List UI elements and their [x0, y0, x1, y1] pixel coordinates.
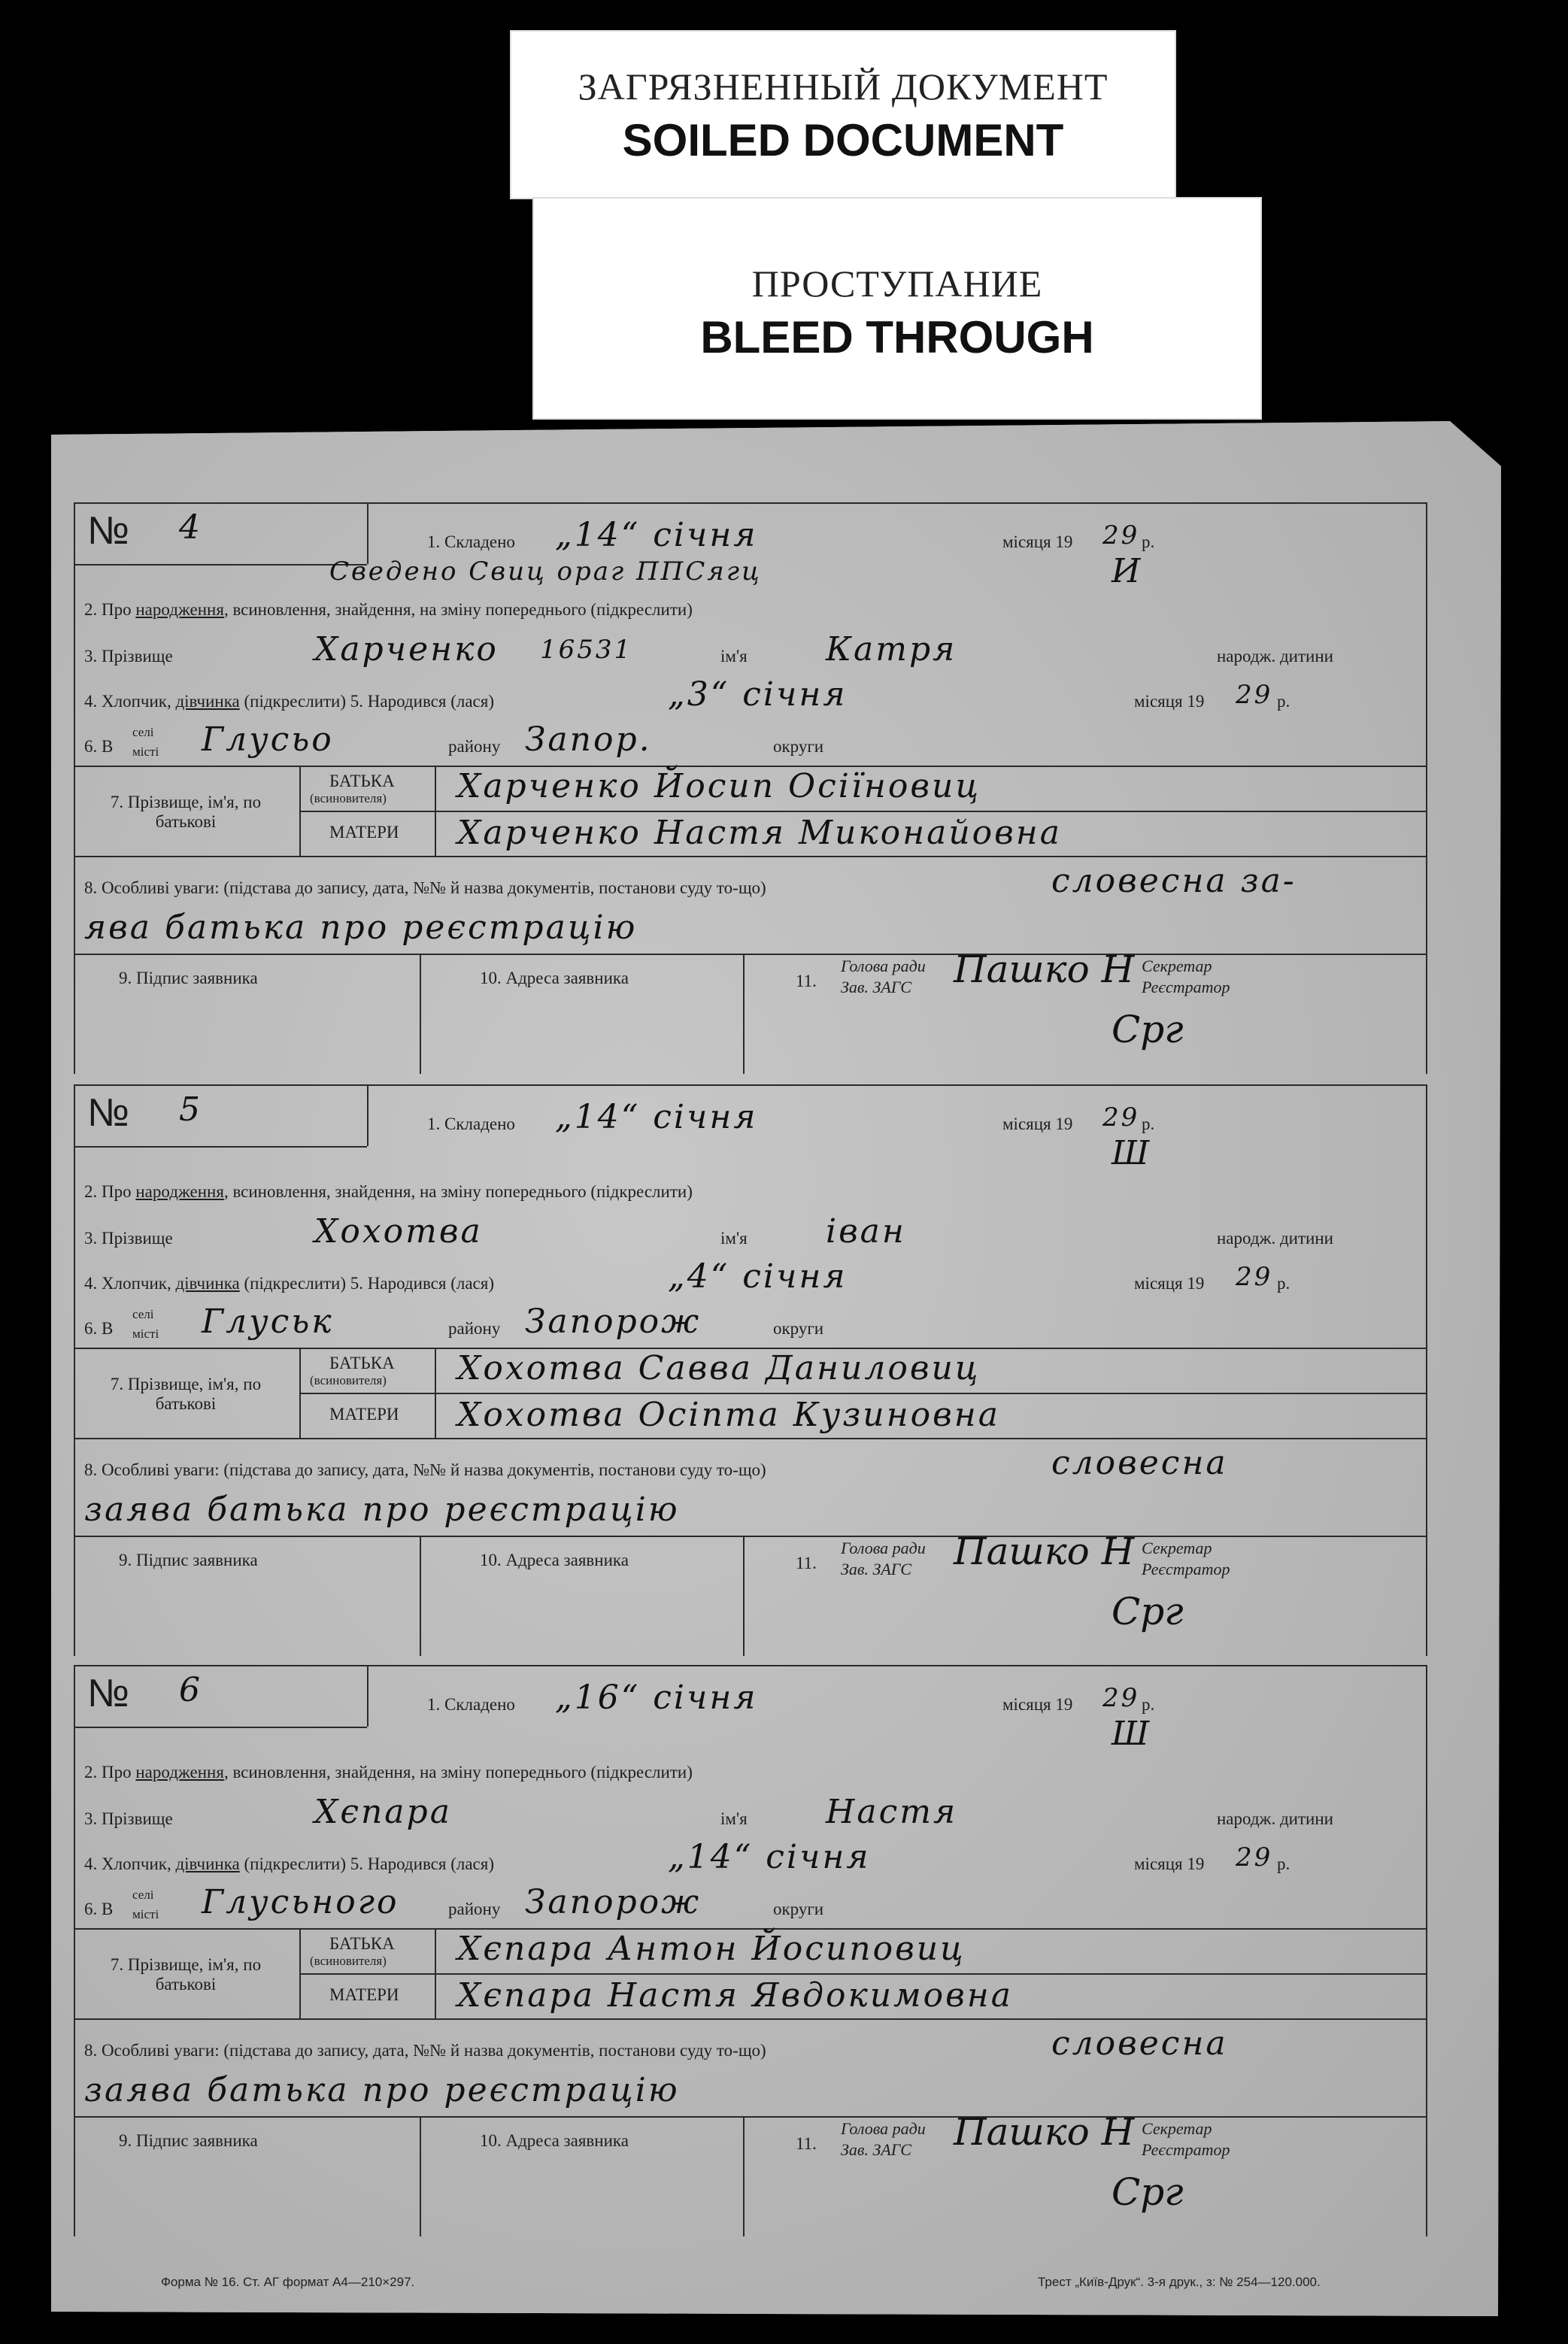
about-rest: , всиновлення, знайдення, на зміну попереднього (підкреслити) [223, 1763, 693, 1782]
zags-label: Зав. ЗАГС [841, 1560, 911, 1578]
born-year: 29 [1236, 1262, 1273, 1292]
born-year-suffix: р. [1277, 692, 1290, 711]
secretary-label: Секретар [1142, 957, 1212, 975]
about-rest: , всиновлення, знайдення, на зміну попереднього (підкреслити) [223, 600, 693, 619]
born-date: „3“ січня [668, 675, 848, 714]
sex-line [84, 1854, 494, 1874]
footer-printer: Трест „Київ-Друк“. 3-я друк., з: № 254—120.000. [1038, 2275, 1321, 2289]
record-number-label: № [87, 1091, 129, 1135]
father-label: БАТЬКА [329, 1934, 395, 1953]
footer-form-number: Форма № 16. Ст. АГ формат А4—210×297. [161, 2275, 415, 2289]
child-born-label: народж. дитини [1217, 647, 1333, 666]
born-month-label: місяця 19 [1134, 692, 1205, 711]
district-label: району [448, 1900, 501, 1918]
notes-value-1: словесна [1051, 2024, 1228, 2063]
name-label: ім'я [720, 647, 748, 666]
addr-applicant-label: 10. Адреса заявника [480, 969, 629, 987]
registrar-label: Реєстратор [1142, 2140, 1230, 2159]
girl-label: дівчинка [175, 1854, 240, 1873]
mother-label: МАТЕРИ [329, 1985, 399, 2004]
soiled-label-en: SOILED DOCUMENT [622, 115, 1064, 165]
about-line [84, 1763, 693, 1782]
composed-year: 29 [1102, 520, 1140, 550]
birth-record [74, 1665, 1427, 2236]
bleed-label-ru: ПРОСТУПАНИЕ [751, 262, 1043, 305]
surname-label: 3. Прізвище [84, 1809, 173, 1828]
head-num-label: 11. [796, 1554, 817, 1572]
born-year: 29 [1236, 680, 1273, 710]
born-label: (підкреслити) 5. Народився (лася) [244, 1854, 495, 1873]
okrug-label: округи [773, 1319, 824, 1338]
extra-mark: Ш [1112, 1715, 1152, 1753]
composed-month-label: місяця 19 [1002, 1695, 1073, 1714]
registrar-label: Реєстратор [1142, 978, 1230, 996]
zags-label: Зав. ЗАГС [841, 2140, 911, 2159]
notes-value-2: ява батька про реєстрацію [84, 908, 638, 947]
composed-year: 29 [1102, 1683, 1140, 1713]
head-label: Голова ради [841, 957, 926, 975]
bleed-label-en: BLEED THROUGH [700, 312, 1094, 362]
composed-month-label: місяця 19 [1002, 1114, 1073, 1133]
place-value: Глуськ [202, 1302, 334, 1341]
about-prefix: 2. Про [84, 1182, 132, 1201]
notes-value-1: словесна [1051, 1444, 1228, 1482]
secretary-signature: Срг [1112, 1008, 1184, 1051]
about-birth: народження [135, 1182, 224, 1201]
notes-value-1: словесна за- [1051, 862, 1297, 900]
in-label: 6. В [84, 737, 114, 756]
head-num-label: 11. [796, 972, 817, 990]
sig-applicant-label: 9. Підпис заявника [119, 969, 258, 987]
birth-record [74, 502, 1427, 1074]
extra-mark: Ш [1112, 1134, 1152, 1172]
year-suffix: р. [1142, 1114, 1155, 1133]
boy-label: 4. Хлопчик, [84, 692, 171, 711]
head-signature: Пашко Н [954, 2110, 1135, 2154]
sig-applicant-label: 9. Підпис заявника [119, 1551, 258, 1569]
mother-value: Хохотва Осіпта Кузиновна [457, 1396, 1000, 1434]
extra-mark: И [1112, 552, 1143, 590]
name-label: ім'я [720, 1229, 748, 1248]
father-label: БАТЬКА [329, 772, 395, 790]
surname-label: 3. Прізвище [84, 1229, 173, 1248]
district-label: району [448, 1319, 501, 1338]
composed-year: 29 [1102, 1102, 1140, 1133]
secretary-signature: Срг [1112, 1590, 1184, 1633]
surname-value: Харченко [314, 630, 499, 669]
name-value: іван [826, 1212, 906, 1251]
village-label: селі [132, 1888, 154, 1902]
secretary-label: Секретар [1142, 2119, 1212, 2138]
names-label: 7. Прізвище, ім'я, по батькові [110, 793, 262, 831]
mother-value: Хєпара Настя Явдокимовна [457, 1976, 1013, 2015]
town-label: місті [132, 1327, 159, 1341]
girl-label: дівчинка [175, 1274, 240, 1293]
extra-handwritten-line: Сведено Свиц ораг ППСягц [329, 556, 762, 587]
name-value: Катря [826, 630, 957, 669]
names-label: 7. Прізвище, ім'я, по батькові [110, 1375, 262, 1413]
okrug-label: округи [773, 1900, 824, 1918]
adopter-label: (всиновителя) [310, 791, 387, 805]
notes-label: 8. Особливі уваги: (підстава до запису, дата, №№ й назва документів, постанови суду то-що) [84, 1460, 766, 1479]
composed-label: 1. Складено [427, 532, 515, 551]
born-label: (підкреслити) 5. Народився (лася) [244, 692, 495, 711]
in-label: 6. В [84, 1319, 114, 1338]
record-number: 6 [179, 1671, 202, 1709]
born-year-suffix: р. [1277, 1854, 1290, 1873]
record-number: 4 [179, 508, 202, 547]
district-value: Запорож [525, 1883, 702, 1921]
notes-label: 8. Особливі уваги: (підстава до запису, дата, №№ й назва документів, постанови суду то-що) [84, 2041, 766, 2060]
surname-value: Хохотва [314, 1212, 483, 1251]
place-value: Глусьного [202, 1883, 399, 1921]
born-label: (підкреслити) 5. Народився (лася) [244, 1274, 495, 1293]
bleed-through-label [532, 197, 1262, 420]
born-date: „14“ січня [668, 1838, 871, 1876]
record-number-label: № [87, 509, 129, 553]
born-year: 29 [1236, 1842, 1273, 1872]
year-suffix: р. [1142, 532, 1155, 551]
child-born-label: народж. дитини [1217, 1809, 1333, 1828]
surname-label: 3. Прізвище [84, 647, 173, 666]
about-prefix: 2. Про [84, 600, 132, 619]
birth-record [74, 1084, 1427, 1656]
about-prefix: 2. Про [84, 1763, 132, 1782]
head-num-label: 11. [796, 2134, 817, 2153]
registrar-label: Реєстратор [1142, 1560, 1230, 1578]
soiled-label-ru: ЗАГРЯЗНЕННЫЙ ДОКУМЕНТ [578, 65, 1109, 108]
born-date: „4“ січня [668, 1257, 848, 1296]
born-year-suffix: р. [1277, 1274, 1290, 1293]
year-suffix: р. [1142, 1695, 1155, 1714]
addr-applicant-label: 10. Адреса заявника [480, 2131, 629, 2150]
adopter-label: (всиновителя) [310, 1373, 387, 1387]
surname-value: Хєпара [314, 1793, 452, 1831]
district-label: району [448, 737, 501, 756]
girl-label: дівчинка [175, 692, 240, 711]
okrug-label: округи [773, 737, 824, 756]
composed-month-label: місяця 19 [1002, 532, 1073, 551]
secretary-signature: Срг [1112, 2170, 1184, 2214]
father-value: Хєпара Антон Йосиповиц [457, 1930, 966, 1968]
names-label: 7. Прізвище, ім'я, по батькові [110, 1955, 262, 1994]
in-label: 6. В [84, 1900, 114, 1918]
father-label: БАТЬКА [329, 1354, 395, 1372]
secretary-label: Секретар [1142, 1539, 1212, 1557]
sex-line [84, 692, 494, 711]
head-signature: Пашко Н [954, 948, 1135, 991]
addr-applicant-label: 10. Адреса заявника [480, 1551, 629, 1569]
town-label: місті [132, 1907, 159, 1921]
adopter-label: (всиновителя) [310, 1954, 387, 1968]
about-line [84, 600, 693, 620]
boy-label: 4. Хлопчик, [84, 1854, 171, 1873]
composed-date: „14“ січня [555, 1098, 758, 1136]
notes-value-2: заява батька про реєстрацію [84, 2071, 680, 2109]
name-value: Настя [826, 1793, 958, 1831]
village-label: селі [132, 1307, 154, 1321]
head-label: Голова ради [841, 2119, 926, 2138]
notes-label: 8. Особливі уваги: (підстава до запису, дата, №№ й назва документів, постанови суду то-що) [84, 878, 766, 897]
notes-value-2: заява батька про реєстрацію [84, 1490, 680, 1529]
name-label: ім'я [720, 1809, 748, 1828]
soiled-document-label [510, 30, 1176, 199]
about-birth: народження [135, 1763, 224, 1782]
composed-date: „16“ січня [555, 1678, 758, 1717]
surname-note: 16531 [540, 635, 633, 665]
about-birth: народження [135, 600, 224, 619]
record-number-label: № [87, 1672, 129, 1715]
boy-label: 4. Хлопчик, [84, 1274, 171, 1293]
head-signature: Пашко Н [954, 1530, 1135, 1573]
town-label: місті [132, 744, 159, 759]
sex-line [84, 1274, 494, 1293]
father-value: Хохотва Савва Даниловиц [457, 1349, 981, 1387]
born-month-label: місяця 19 [1134, 1854, 1205, 1873]
sig-applicant-label: 9. Підпис заявника [119, 2131, 258, 2150]
composed-label: 1. Складено [427, 1695, 515, 1714]
zags-label: Зав. ЗАГС [841, 978, 911, 996]
about-line [84, 1182, 693, 1202]
village-label: селі [132, 725, 154, 739]
mother-value: Харченко Настя Миконайовна [457, 814, 1062, 852]
child-born-label: народж. дитини [1217, 1229, 1333, 1248]
born-month-label: місяця 19 [1134, 1274, 1205, 1293]
composed-label: 1. Складено [427, 1114, 515, 1133]
mother-label: МАТЕРИ [329, 823, 399, 841]
head-label: Голова ради [841, 1539, 926, 1557]
composed-date: „14“ січня [555, 516, 758, 554]
district-value: Запорож [525, 1302, 702, 1341]
place-value: Глусьо [202, 720, 334, 759]
mother-label: МАТЕРИ [329, 1405, 399, 1424]
father-value: Харченко Йосип Осіїновиц [457, 767, 981, 805]
record-number: 5 [179, 1090, 202, 1129]
district-value: Запор. [525, 720, 652, 759]
about-rest: , всиновлення, знайдення, на зміну попереднього (підкреслити) [223, 1182, 693, 1201]
